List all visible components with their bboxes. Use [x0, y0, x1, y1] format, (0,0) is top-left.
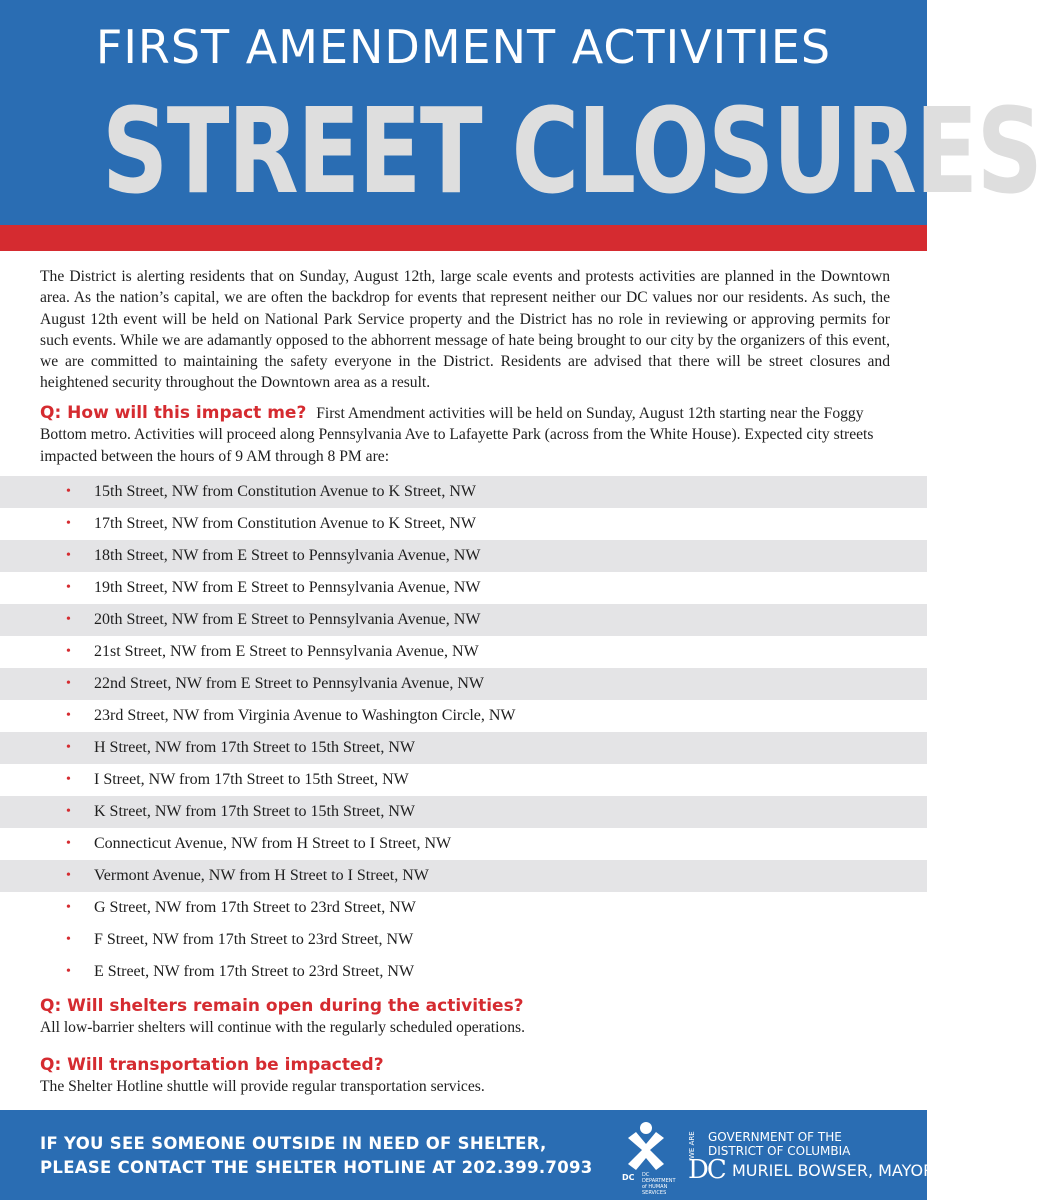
bullet-icon: • — [66, 580, 71, 595]
hotline-line-2: PLEASE CONTACT THE SHELTER HOTLINE AT 202.399.7093 — [40, 1158, 593, 1177]
bullet-icon: • — [66, 836, 71, 851]
bullet-icon: • — [66, 900, 71, 915]
faq-shelters — [40, 996, 900, 1038]
bullet-icon: • — [66, 644, 71, 659]
bullet-icon: • — [66, 484, 71, 499]
faq-impact-answer: First Amendment activities will be held on Sunday, August 12th starting near the Foggy Bottom metro. Activities will proceed along Pennsylvania Ave to Lafayette Park (across from the White House). Expected city streets impacted between the hours of 9 AM through 8 PM are: — [40, 405, 874, 465]
street-closure-text: G Street, NW from 17th Street to 23rd Street, NW — [94, 899, 416, 916]
street-closure-text: 23rd Street, NW from Virginia Avenue to Washington Circle, NW — [94, 707, 516, 724]
faq-transportation-answer: The Shelter Hotline shuttle will provide regular transportation services. — [40, 1078, 485, 1095]
street-closure-text: Vermont Avenue, NW from H Street to I Street, NW — [94, 867, 429, 884]
bullet-icon: • — [66, 772, 71, 787]
street-closure-text: E Street, NW from 17th Street to 23rd Street, NW — [94, 963, 415, 980]
bullet-icon: • — [66, 548, 71, 563]
street-closure-text: 15th Street, NW from Constitution Avenue to K Street, NW — [94, 483, 477, 500]
header-subtitle: FIRST AMENDMENT ACTIVITIES — [95, 20, 832, 74]
faq-transportation — [40, 1055, 900, 1097]
street-closure-text: F Street, NW from 17th Street to 23rd Street, NW — [94, 931, 414, 948]
faq-impact-question: Q: How will this impact me? — [40, 403, 307, 423]
street-closure-text: 21st Street, NW from E Street to Pennsylvania Avenue, NW — [94, 643, 479, 660]
hotline-line-1: IF YOU SEE SOMEONE OUTSIDE IN NEED OF SHELTER, — [40, 1134, 547, 1153]
street-closure-item — [0, 860, 927, 892]
street-closure-item — [0, 796, 927, 828]
street-closure-item — [0, 700, 927, 732]
faq-impact — [40, 403, 900, 467]
street-closure-text: I Street, NW from 17th Street to 15th Street, NW — [94, 771, 409, 788]
street-closure-text: 22nd Street, NW from E Street to Pennsylvania Avenue, NW — [94, 675, 484, 692]
bullet-icon: • — [66, 516, 71, 531]
street-closure-item — [0, 540, 927, 572]
mayor-name: MURIEL BOWSER, MAYOR — [732, 1161, 935, 1180]
footer-banner — [0, 1110, 935, 1200]
svg-text:DC: DC — [622, 1173, 635, 1182]
bullet-icon: • — [66, 676, 71, 691]
street-closure-text: Connecticut Avenue, NW from H Street to I Street, NW — [94, 835, 452, 852]
street-closure-text: 20th Street, NW from E Street to Pennsylvania Avenue, NW — [94, 611, 481, 628]
bullet-icon: • — [66, 804, 71, 819]
header-banner — [0, 0, 1041, 225]
dc-monogram: DC — [688, 1155, 725, 1185]
street-closure-item — [0, 476, 927, 508]
street-closure-item — [0, 508, 927, 540]
street-closure-item — [0, 636, 927, 668]
street-closure-item — [0, 604, 927, 636]
intro-paragraph: The District is alerting residents that on Sunday, August 12th, large scale events and protests activities are planned in the Downtown area. As the nation’s capital, we are often the backdrop for events that represent neither our DC values nor our residents. As such, the August 12th event will be held on National Park Service property and the District has no role in reviewing or approving permits for such events. While we are adamantly opposed to the abhorrent message of hate being brought to our city by the organizers of this event, we are committed to maintaining the safety everyone in the District. Residents are advised that there will be street closures and heightened security throughout the Downtown area as a result. — [40, 268, 890, 392]
faq-transportation-question: Q: Will transportation be impacted? — [40, 1055, 384, 1075]
street-closure-text: 19th Street, NW from E Street to Pennsylvania Avenue, NW — [94, 579, 481, 596]
street-closure-item — [0, 764, 927, 796]
bullet-icon: • — [66, 932, 71, 947]
red-divider-band — [0, 225, 927, 251]
street-closure-item — [0, 668, 927, 700]
bullet-icon: • — [66, 740, 71, 755]
street-closure-item — [0, 924, 927, 956]
bullet-icon: • — [66, 964, 71, 979]
gov-line-2: DISTRICT OF COLUMBIA — [708, 1144, 851, 1158]
faq-shelters-answer: All low-barrier shelters will continue with the regularly scheduled operations. — [40, 1019, 525, 1036]
bullet-icon: • — [66, 868, 71, 883]
hotline-callout — [40, 1132, 593, 1180]
gov-line-1: GOVERNMENT OF THE — [708, 1130, 842, 1144]
bullet-icon: • — [66, 612, 71, 627]
street-closure-item — [0, 732, 927, 764]
street-closure-item — [0, 828, 927, 860]
bullet-icon: • — [66, 708, 71, 723]
street-closure-item — [0, 572, 927, 604]
we-are-text: WE ARE — [688, 1131, 696, 1159]
dhs-logo-text: DC DEPARTMENT of HUMAN SERVICES — [642, 1172, 676, 1196]
street-closure-text: K Street, NW from 17th Street to 15th Street, NW — [94, 803, 415, 820]
header-title: STREET CLOSURES — [101, 82, 1041, 220]
street-closure-list — [0, 476, 927, 988]
street-closure-text: 17th Street, NW from Constitution Avenue to K Street, NW — [94, 515, 477, 532]
street-closure-item — [0, 892, 927, 924]
street-closure-text: 18th Street, NW from E Street to Pennsylvania Avenue, NW — [94, 547, 481, 564]
street-closure-text: H Street, NW from 17th Street to 15th Street, NW — [94, 739, 415, 756]
faq-shelters-question: Q: Will shelters remain open during the activities? — [40, 996, 524, 1016]
street-closure-item — [0, 956, 927, 988]
